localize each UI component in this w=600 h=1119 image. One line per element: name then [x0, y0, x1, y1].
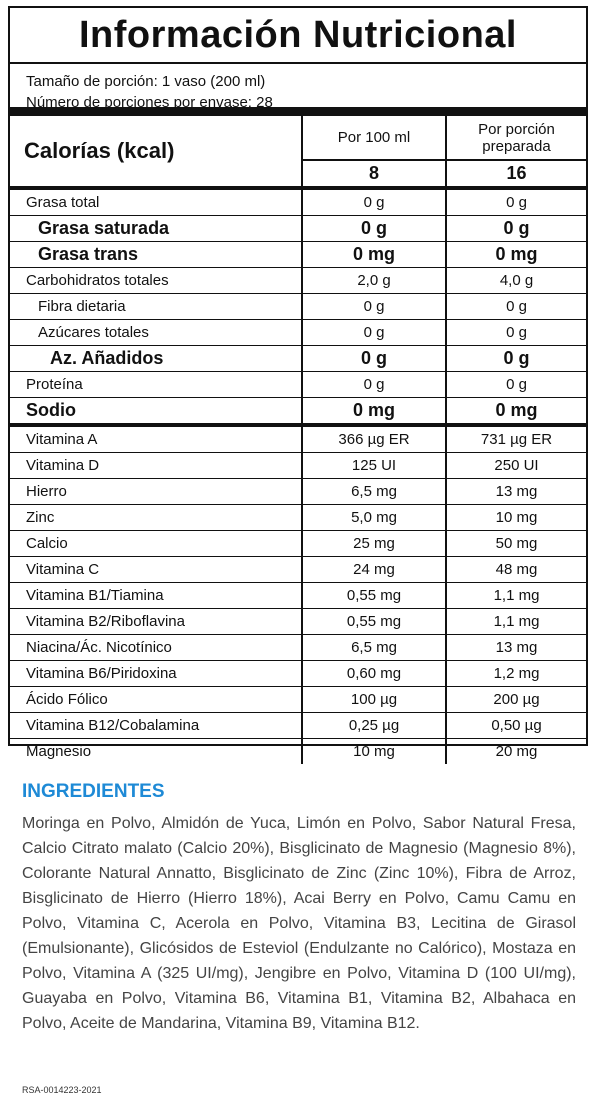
calories-per-100ml: 8 — [303, 159, 445, 186]
vitamin-row — [10, 635, 586, 661]
vitamin-per-serving: 48 mg — [445, 557, 586, 582]
nutrient-per-100ml: 0 g — [301, 190, 445, 215]
vitamin-row — [10, 739, 586, 764]
nutrient-per-serving: 0 g — [445, 372, 586, 397]
vitamin-row — [10, 583, 586, 609]
vitamin-per-serving: 50 mg — [445, 531, 586, 556]
vitamin-per-serving: 20 mg — [445, 739, 586, 764]
nutrient-per-serving: 0 g — [445, 320, 586, 345]
nutrient-row — [10, 294, 586, 320]
vitamin-per-serving: 13 mg — [445, 635, 586, 660]
nutrient-per-serving: 0 g — [445, 294, 586, 319]
vitamin-per-100ml: 366 µg ER — [301, 427, 445, 452]
vitamin-per-serving: 250 UI — [445, 453, 586, 478]
nutrient-name: Fibra dietaria — [38, 298, 126, 315]
vitamins-table — [10, 427, 586, 764]
servings-per-container: Número de porciones por envase: 28 — [26, 94, 273, 111]
nutrient-row — [10, 268, 586, 294]
vitamin-name: Niacina/Ác. Nicotínico — [26, 639, 172, 656]
nutrient-per-100ml: 0 g — [301, 372, 445, 397]
vitamin-per-serving: 13 mg — [445, 479, 586, 504]
vitamin-name: Vitamina A — [26, 431, 98, 448]
nutrient-row — [10, 242, 586, 268]
vitamin-row — [10, 661, 586, 687]
serving-size: Tamaño de porción: 1 vaso (200 ml) — [26, 73, 266, 90]
column-per-serving — [445, 116, 586, 186]
ingredients-title: INGREDIENTES — [22, 781, 165, 802]
nutrient-name: Grasa saturada — [38, 218, 170, 238]
vitamin-row — [10, 713, 586, 739]
vitamin-per-serving: 10 mg — [445, 505, 586, 530]
nutrient-row — [10, 346, 586, 372]
nutrient-per-100ml: 2,0 g — [301, 268, 445, 293]
nutrient-per-100ml: 0 mg — [301, 242, 445, 267]
vitamin-row — [10, 609, 586, 635]
vitamin-name: Zinc — [26, 509, 55, 526]
nutrient-per-serving: 0 g — [445, 346, 586, 371]
nutrient-per-serving: 0 mg — [445, 398, 586, 423]
vitamin-per-serving: 0,50 µg — [445, 713, 586, 738]
nutrient-name: Carbohidratos totales — [26, 272, 169, 289]
vitamin-per-100ml: 6,5 mg — [301, 635, 445, 660]
nutrient-per-serving: 0 g — [445, 190, 586, 215]
nutrient-per-100ml: 0 g — [301, 346, 445, 371]
nutrients-table — [10, 190, 586, 427]
calories-label: Calorías (kcal) — [24, 138, 175, 163]
vitamin-per-serving: 731 µg ER — [445, 427, 586, 452]
vitamin-name: Vitamina B1/Tiamina — [26, 587, 164, 604]
nutrition-facts-panel — [8, 6, 588, 760]
nutrient-row — [10, 216, 586, 242]
vitamin-per-100ml: 24 mg — [301, 557, 445, 582]
nutrient-per-serving: 4,0 g — [445, 268, 586, 293]
vitamin-row — [10, 453, 586, 479]
nutrient-per-100ml: 0 g — [301, 320, 445, 345]
vitamin-per-100ml: 0,25 µg — [301, 713, 445, 738]
nutrient-name: Grasa trans — [38, 244, 139, 264]
vitamin-per-100ml: 10 mg — [301, 739, 445, 764]
vitamin-name: Vitamina B2/Riboflavina — [26, 613, 185, 630]
nutrient-name: Sodio — [26, 400, 76, 420]
vitamin-per-100ml: 0,55 mg — [301, 609, 445, 634]
vitamin-per-100ml: 5,0 mg — [301, 505, 445, 530]
vitamin-name: Ácido Fólico — [26, 691, 108, 708]
nutrient-row — [10, 372, 586, 398]
nutrient-per-100ml: 0 mg — [301, 398, 445, 423]
vitamin-row — [10, 427, 586, 453]
vitamin-row — [10, 557, 586, 583]
vitamin-name: Hierro — [26, 483, 67, 500]
column-per-100ml — [301, 116, 445, 186]
nutrient-name: Grasa total — [26, 194, 100, 211]
vitamin-row — [10, 687, 586, 713]
vitamin-per-serving: 1,2 mg — [445, 661, 586, 686]
vitamin-row — [10, 505, 586, 531]
vitamin-name: Calcio — [26, 535, 68, 552]
vitamin-per-100ml: 100 µg — [301, 687, 445, 712]
column-per-serving-label: Por porción preparada — [478, 120, 555, 155]
vitamin-per-100ml: 0,60 mg — [301, 661, 445, 686]
vitamin-row — [10, 531, 586, 557]
nutrient-name: Azúcares totales — [38, 324, 149, 341]
vitamin-name: Vitamina C — [26, 561, 100, 578]
nutrient-per-serving: 0 g — [445, 216, 586, 241]
nutrient-row — [10, 190, 586, 216]
vitamin-name: Vitamina B6/Piridoxina — [26, 665, 177, 682]
calories-per-serving: 16 — [447, 159, 586, 186]
calories-header — [10, 116, 586, 190]
ingredients-text: Moringa en Polvo, Almidón de Yuca, Limón en Polvo, Sabor Natural Fresa, Calcio Citrato malato (Calcio 20%), Bisglicinato de Magnesio (Magnesio 8%), Colorante Natural Annatto, Bisglicinato de Zinc (Zinc 10%), Fibra de Arroz, Bisglicinato de Hierro (Hierro 18%), Acai Berry en Polvo, Camu Camu en Polvo, Vitamina C, Acerola en Polvo, Vitamina B3, Lecitina de Girasol (Emulsionante), Glicósidos de Esteviol (Endulzante no Calórico), Mostaza en Polvo, Vitamina A (325 UI/mg), Jengibre en Polvo, Vitamina D (100 UI/mg), Guayaba en Polvo, Vitamina B6, Vitamina B1, Vitamina B2, Albahaca en Polvo, Aceite de Mandarina, Vitamina B9, Vitamina B12. — [22, 815, 576, 1032]
vitamin-per-100ml: 0,55 mg — [301, 583, 445, 608]
vitamin-row — [10, 479, 586, 505]
vitamin-per-serving: 1,1 mg — [445, 609, 586, 634]
nutrient-per-serving: 0 mg — [445, 242, 586, 267]
vitamin-per-100ml: 6,5 mg — [301, 479, 445, 504]
serving-info — [10, 64, 586, 116]
vitamin-per-100ml: 25 mg — [301, 531, 445, 556]
nutrient-per-100ml: 0 g — [301, 216, 445, 241]
nutrient-name: Az. Añadidos — [50, 348, 164, 368]
vitamin-per-serving: 200 µg — [445, 687, 586, 712]
nutrient-name: Proteína — [26, 376, 83, 393]
vitamin-name: Vitamina B12/Cobalamina — [26, 717, 200, 734]
nutrient-row — [10, 398, 586, 427]
panel-title: Información Nutricional — [10, 8, 586, 64]
vitamin-per-100ml: 125 UI — [301, 453, 445, 478]
vitamin-per-serving: 1,1 mg — [445, 583, 586, 608]
nutrient-per-100ml: 0 g — [301, 294, 445, 319]
vitamin-name: Magnesio — [26, 743, 92, 760]
column-per-100ml-label: Por 100 ml — [337, 129, 411, 146]
registration-number: RSA-0014223-2021 — [22, 1085, 102, 1095]
vitamin-name: Vitamina D — [26, 457, 100, 474]
nutrient-row — [10, 320, 586, 346]
